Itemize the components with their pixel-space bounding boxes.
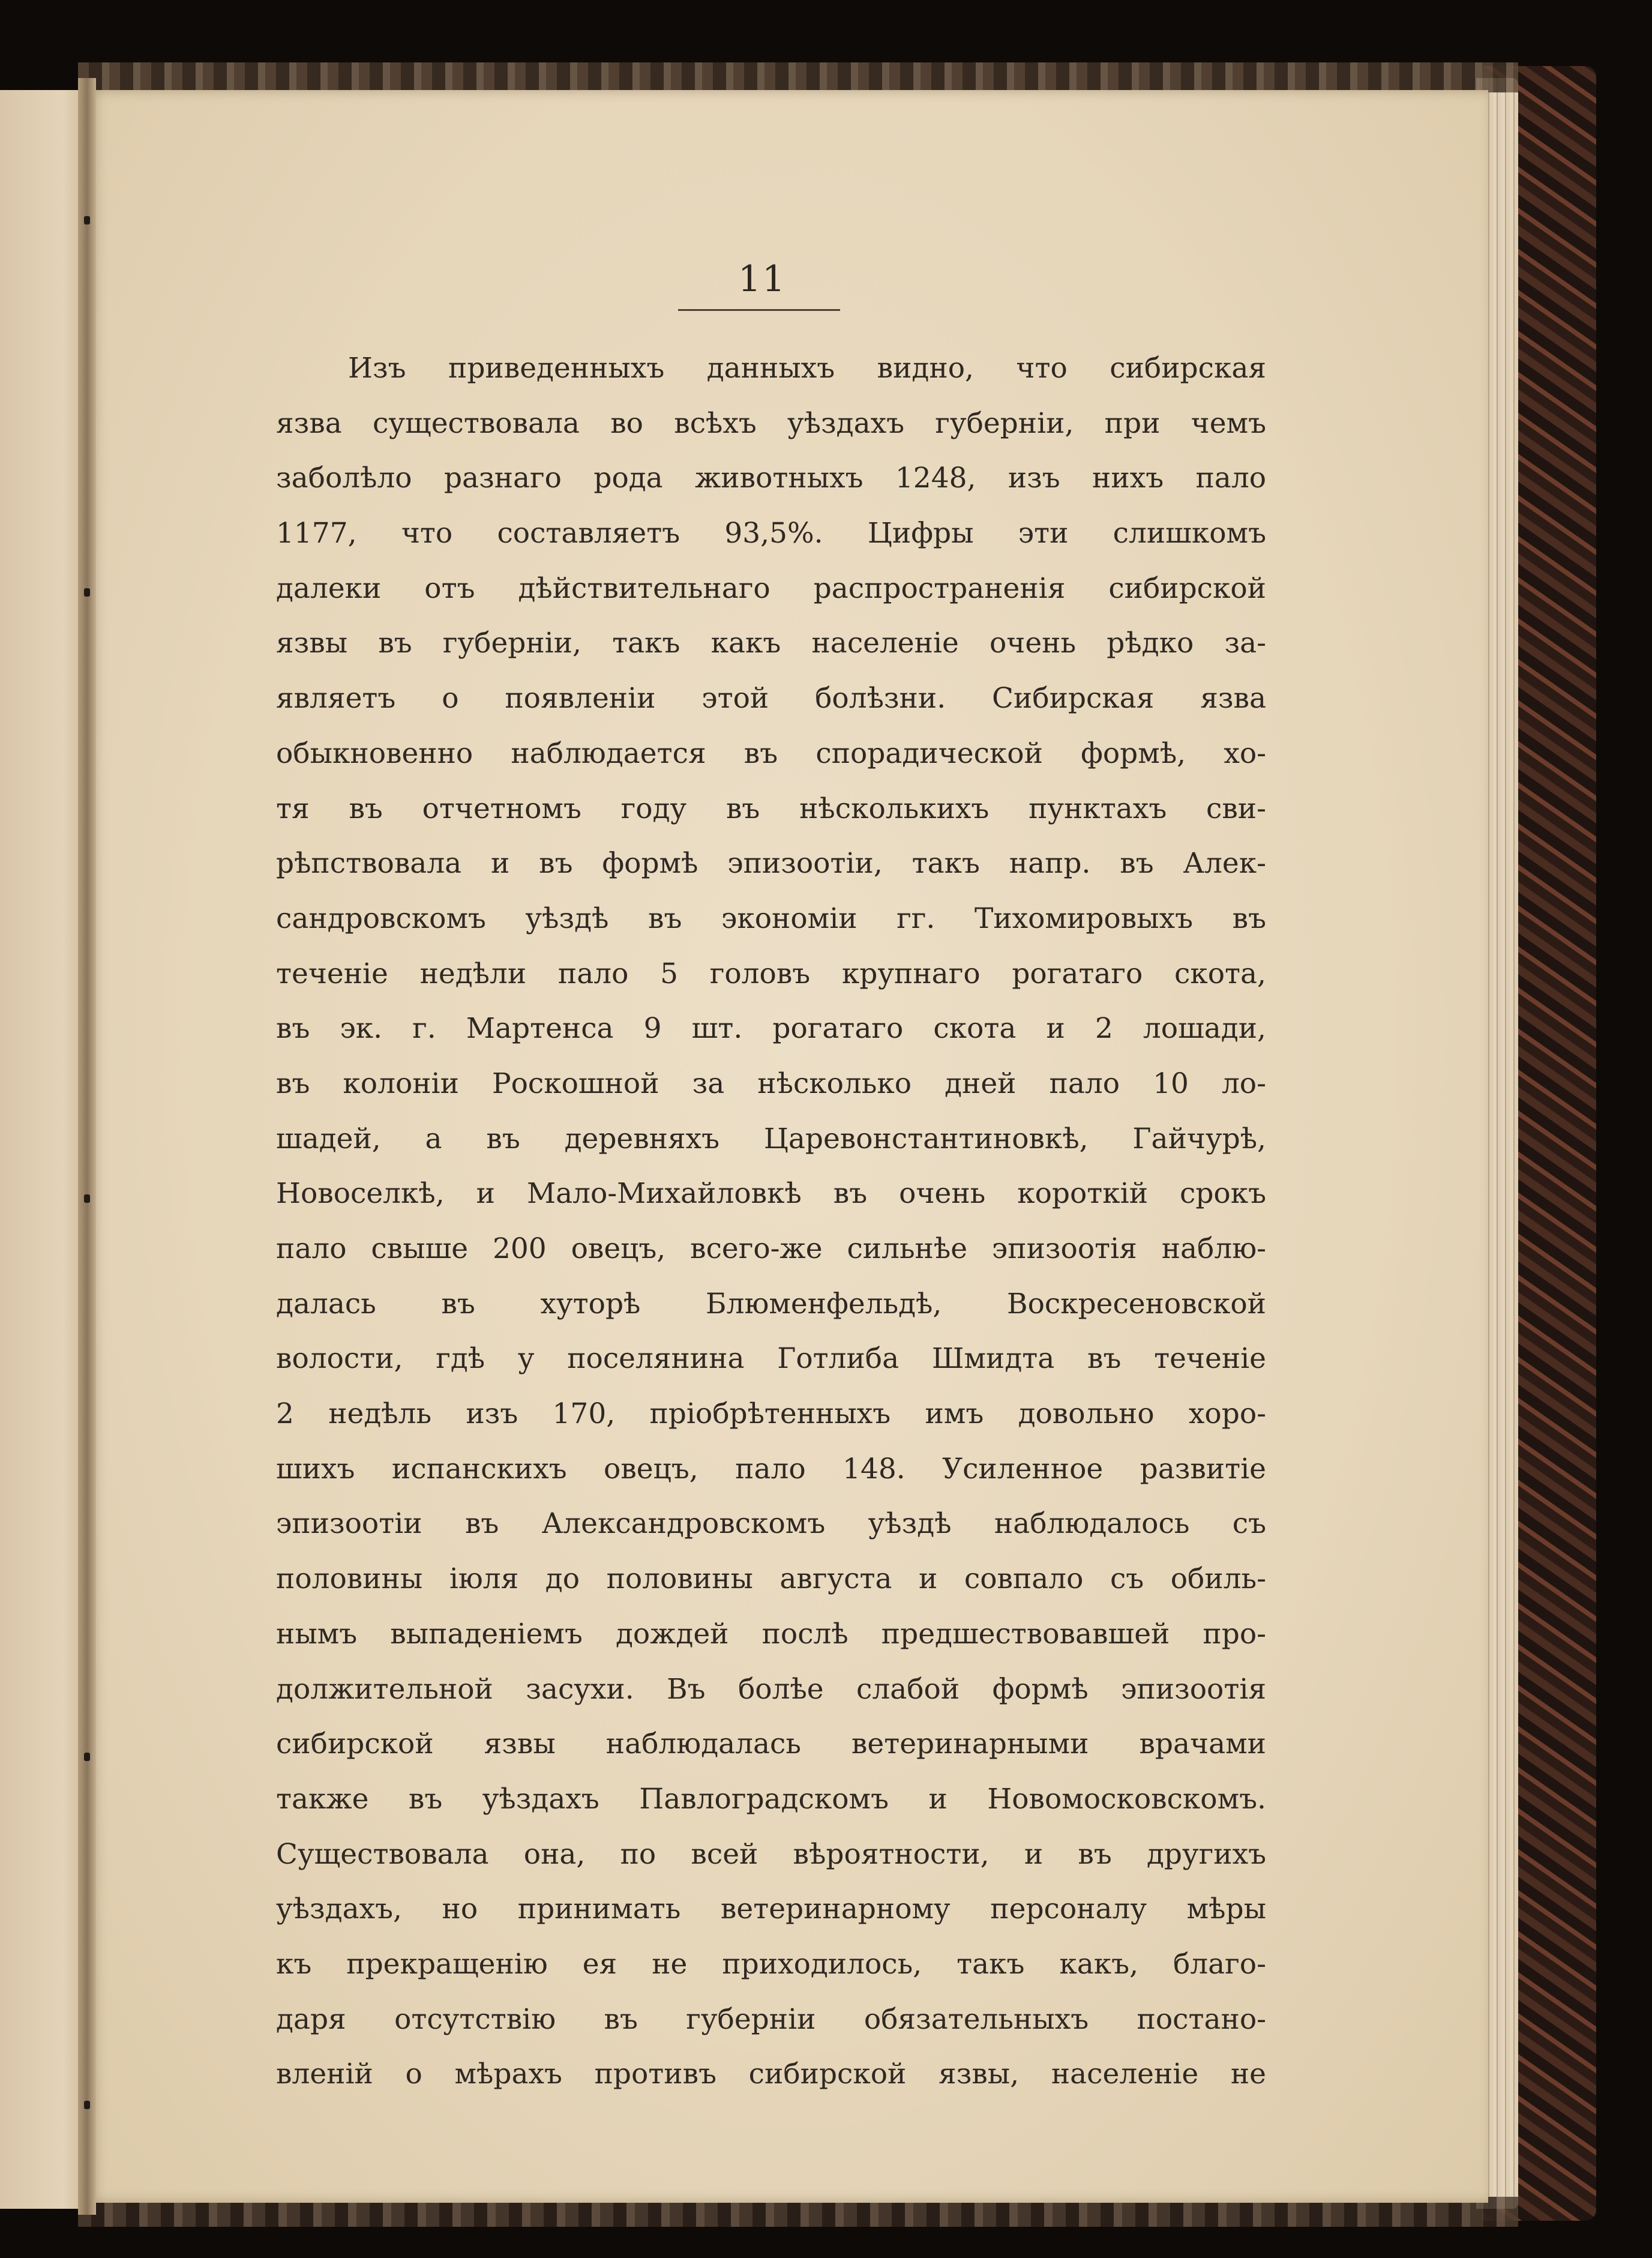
text-line: 2 недѣль изъ 170, пріобрѣтенныхъ имъ довольно хоро- [276, 1397, 1266, 1431]
text-line: рѣпствовала и въ формѣ эпизоотіи, такъ напр. въ Алек- [276, 847, 1266, 881]
text-line: шадей, а въ деревняхъ Царевонстантиновкѣ, Гайчурѣ, [276, 1122, 1266, 1155]
text-line: теченіе недѣли пало 5 головъ крупнаго рогатаго скота, [276, 957, 1266, 990]
text-line: должительной засухи. Въ болѣе слабой формѣ эпизоотія [276, 1672, 1266, 1706]
text-line: тя въ отчетномъ году въ нѣсколькихъ пунктахъ сви- [276, 792, 1266, 825]
text-line: сибирской язвы наблюдалась ветеринарными врачами [276, 1727, 1266, 1761]
text-line: уѣздахъ, но принимать ветеринарному персоналу мѣры [276, 1892, 1266, 1926]
text-line: въ эк. г. Мартенса 9 шт. рогатаго скота и 2 лошади, [276, 1012, 1266, 1046]
text-line: даря отсутствію въ губерніи обязательныхъ постано- [276, 2002, 1266, 2036]
page-number: 11 [737, 258, 787, 300]
text-line: въ колоніи Роскошной за нѣсколько дней пало 10 ло- [276, 1067, 1266, 1100]
page-gutter [78, 78, 96, 2215]
text-line: эпизоотіи въ Александровскомъ уѣздѣ наблюдалось съ [276, 1507, 1266, 1541]
text-line: язвы въ губерніи, такъ какъ населеніе очень рѣдко за- [276, 627, 1266, 660]
page-text [276, 341, 1266, 2102]
text-line: Существовала она, по всей вѣроятности, и въ другихъ [276, 1837, 1266, 1871]
margin-mark [84, 1194, 90, 1203]
previous-page-edge [0, 90, 90, 2209]
text-line: пало свыше 200 овецъ, всего-же сильнѣе эпизоотія наблю- [276, 1232, 1266, 1265]
text-line: Новоселкѣ, и Мало-Михайловкѣ въ очень короткій срокъ [276, 1177, 1266, 1211]
margin-mark [84, 2101, 90, 2109]
text-line: заболѣло разнаго рода животныхъ 1248, изъ нихъ пало [276, 462, 1266, 495]
top-binding-edge [78, 62, 1518, 92]
page-number-rule [678, 309, 840, 311]
margin-mark [84, 216, 90, 224]
text-line: половины іюля до половины августа и совпало съ обиль- [276, 1562, 1266, 1596]
text-line: обыкновенно наблюдается въ спорадической формѣ, хо- [276, 736, 1266, 770]
text-line: далась въ хуторѣ Блюменфельдѣ, Воскресеновской [276, 1287, 1266, 1320]
text-line: сандровскомъ уѣздѣ въ экономіи гг. Тихомировыхъ въ [276, 902, 1266, 935]
margin-mark [84, 1753, 90, 1761]
margin-mark [84, 588, 90, 597]
text-line: къ прекращенію ея не приходилось, такъ какъ, благо- [276, 1947, 1266, 1981]
text-line: являетъ о появленіи этой болѣзни. Сибирская язва [276, 682, 1266, 715]
text-line: также въ уѣздахъ Павлоградскомъ и Новомосковскомъ. [276, 1782, 1266, 1816]
text-line: Изъ приведенныхъ данныхъ видно, что сибирская [348, 352, 1266, 385]
text-line: нымъ выпаденіемъ дождей послѣ предшествовавшей про- [276, 1617, 1266, 1651]
text-line: язва существовала во всѣхъ уѣздахъ губерніи, при чемъ [276, 406, 1266, 440]
text-line: волости, гдѣ у поселянина Готлиба Шмидта въ теченіе [276, 1342, 1266, 1376]
text-line: вленій о мѣрахъ противъ сибирской язвы, населеніе не [276, 2058, 1266, 2091]
text-line: далеки отъ дѣйствительнаго распространенія сибирской [276, 571, 1266, 605]
text-line: 1177, что составляетъ 93,5%. Цифры эти слишкомъ [276, 517, 1266, 550]
text-line: шихъ испанскихъ овецъ, пало 148. Усиленное развитіе [276, 1452, 1266, 1486]
